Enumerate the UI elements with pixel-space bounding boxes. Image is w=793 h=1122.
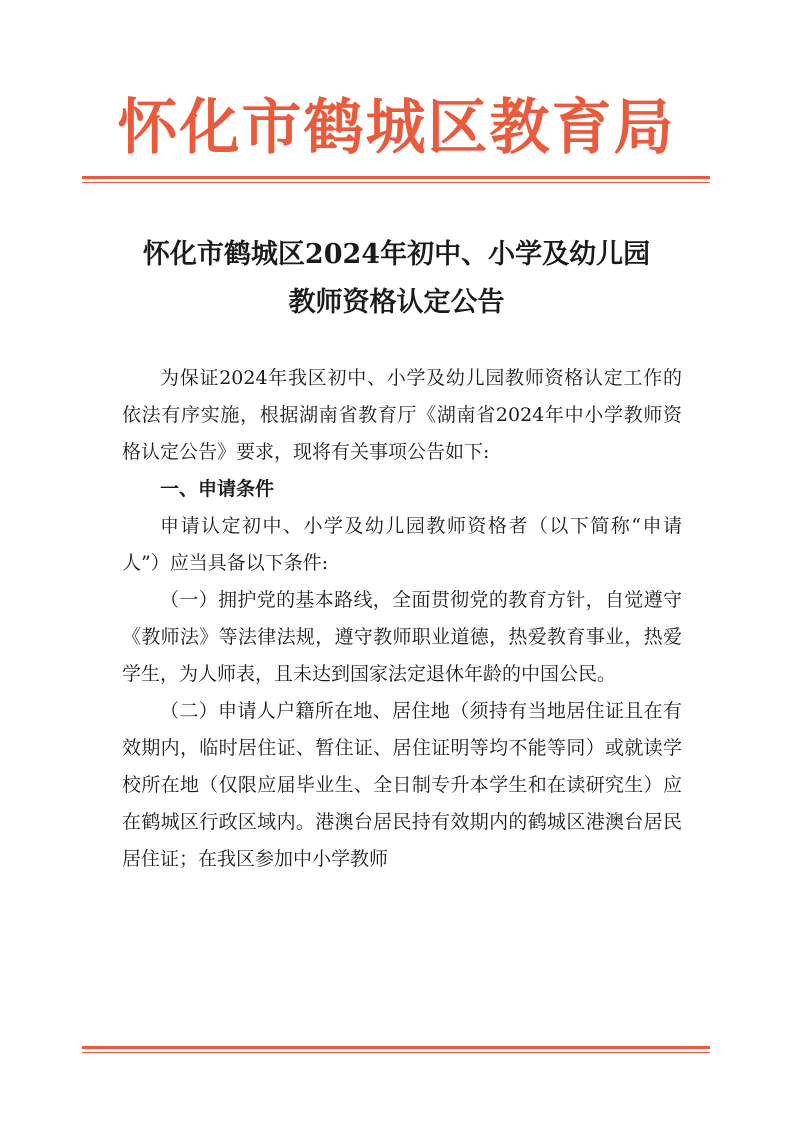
section-heading: 一、申请条件 [160, 478, 275, 500]
header-rule-thick [82, 176, 710, 179]
footer-rule-thick [82, 1046, 710, 1049]
header-rule-thin [82, 182, 710, 183]
footer-rule-thin [82, 1052, 710, 1053]
condition-2-paragraph: （二）申请人户籍所在地、居住地（须持有当地居住证且在有效期内，临时居住证、暂住证、居住证明等均不能等同）或就读学校所在地（仅限应届毕业生、全日制专升本学生和在读研究生）应在鹤城区行政区域内。港澳台居民持有效期内的鹤城区港澳台居民居住证；在我区参加中小学教师 [122, 700, 682, 870]
section-intro-paragraph: 申请认定初中、小学及幼儿园教师资格者（以下简称“申请人”）应当具备以下条件: [122, 515, 682, 574]
doc-title-line-2: 教师资格认定公告 [288, 287, 505, 318]
intro-paragraph: 为保证2024年我区初中、小学及幼儿园教师资格认定工作的依法有序实施，根据湖南省教育厅《湖南省2024年中小学教师资格认定公告》要求，现将有关事项公告如下: [122, 367, 682, 463]
org-header: 怀化市鹤城区教育局 [117, 93, 676, 163]
condition-1-paragraph: （一）拥护党的基本路线，全面贯彻党的教育方针，自觉遵守《教师法》等法律法规，遵守教师职业道德，热爱教育事业，热爱学生，为人师表，且未达到国家法定退休年龄的中国公民。 [122, 589, 682, 685]
document-body [122, 360, 682, 878]
doc-title-line-1: 怀化市鹤城区2024年初中、小学及幼儿园 [142, 239, 651, 270]
